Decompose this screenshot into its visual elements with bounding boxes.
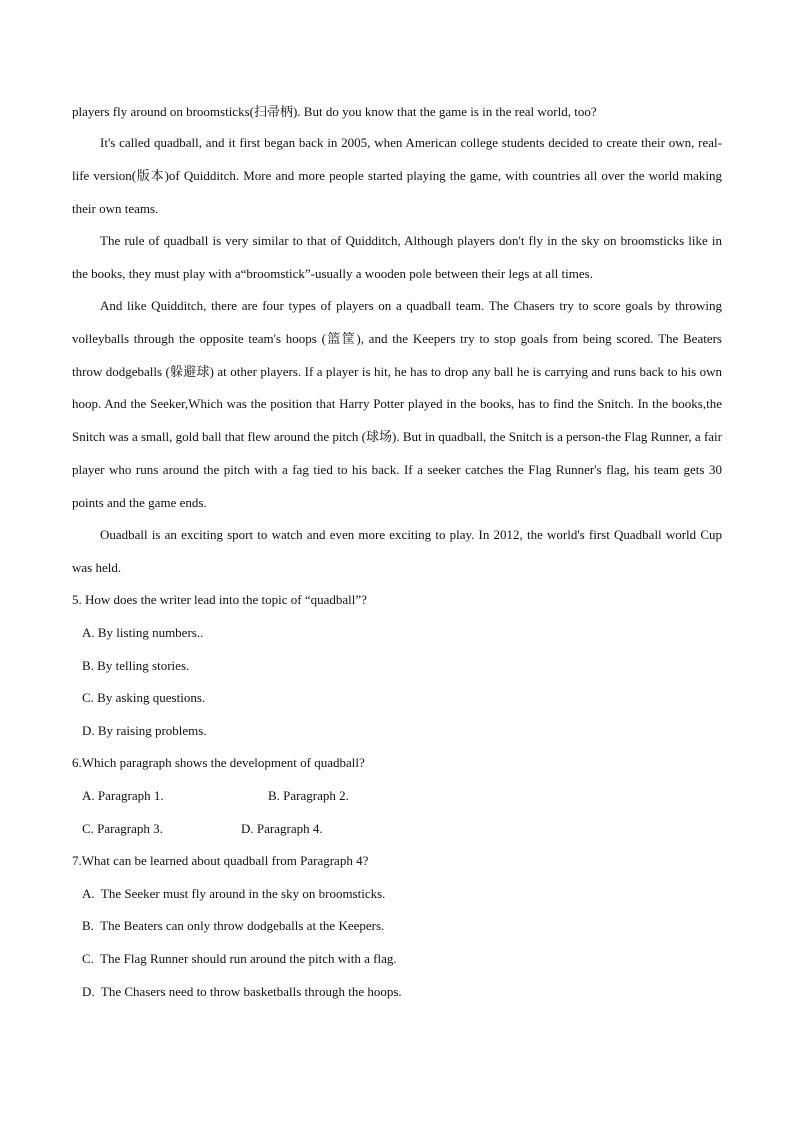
question-5-option-c[interactable]: C. By asking questions. — [82, 690, 206, 705]
question-5-option-d[interactable]: D. By raising problems. — [82, 723, 207, 738]
passage-paragraph-1: It's called quadball, and it first began back in 2005, when American college students decided to create their own, real-life version(版本)of Quidditch. More and more people started playing the game, with countries all over the world making their own teams. — [72, 135, 722, 216]
question-7-stem: 7.What can be learned about quadball from Paragraph 4? — [72, 853, 369, 868]
question-5-stem: 5. How does the writer lead into the topic of “quadball”? — [72, 592, 367, 607]
passage-paragraph-4: Ouadball is an exciting sport to watch and even more exciting to play. In 2012, the world's first Quadball world Cup was held. — [72, 527, 722, 575]
question-6-option-c[interactable]: C. Paragraph 3. — [82, 821, 163, 836]
question-5-option-b[interactable]: B. By telling stories. — [82, 658, 190, 673]
question-6-option-a[interactable]: A. Paragraph 1. — [82, 788, 164, 803]
question-7-option-b[interactable]: B. The Beaters can only throw dodgeballs at the Keepers. — [82, 918, 385, 933]
question-6-option-b[interactable]: B. Paragraph 2. — [268, 788, 349, 803]
question-7-option-c[interactable]: C. The Flag Runner should run around the pitch with a flag. — [82, 951, 397, 966]
question-7-option-a[interactable]: A. The Seeker must fly around in the sky on broomsticks. — [82, 886, 386, 901]
question-5-option-a[interactable]: A. By listing numbers.. — [82, 625, 204, 640]
passage-paragraph-0: players fly around on broomsticks(扫帚柄). But do you know that the game is in the real world, too? — [72, 104, 597, 119]
question-6-option-d[interactable]: D. Paragraph 4. — [241, 821, 323, 836]
passage-paragraph-3: And like Quidditch, there are four types of players on a quadball team. The Chasers try to score goals by throwing volleyballs through the opposite team's hoops (篮筐), and the Keepers try to stop goals from being scored. The Beaters throw dodgeballs (躲避球) at other players. If a player is hit, he has to drop any ball he is carrying and runs back to his own hoop. And the Seeker,Which was the position that Harry Potter played in the books, has to find the Snitch. In the books,the Snitch was a small, gold ball that flew around the pitch (球场). But in quadball, the Snitch is a person-the Flag Runner, a fair player who runs around the pitch with a fag tied to his back. If a seeker catches the Flag Runner's flag, his team gets 30 points and the game ends. — [72, 298, 722, 510]
passage-paragraph-2: The rule of quadball is very similar to that of Quidditch, Although players don't fly in the sky on broomsticks like in the books, they must play with a“broomstick”-usually a wooden pole between their legs at all times. — [72, 233, 722, 281]
question-6-stem: 6.Which paragraph shows the development of quadball? — [72, 755, 365, 770]
question-7-option-d[interactable]: D. The Chasers need to throw basketballs through the hoops. — [82, 984, 402, 999]
